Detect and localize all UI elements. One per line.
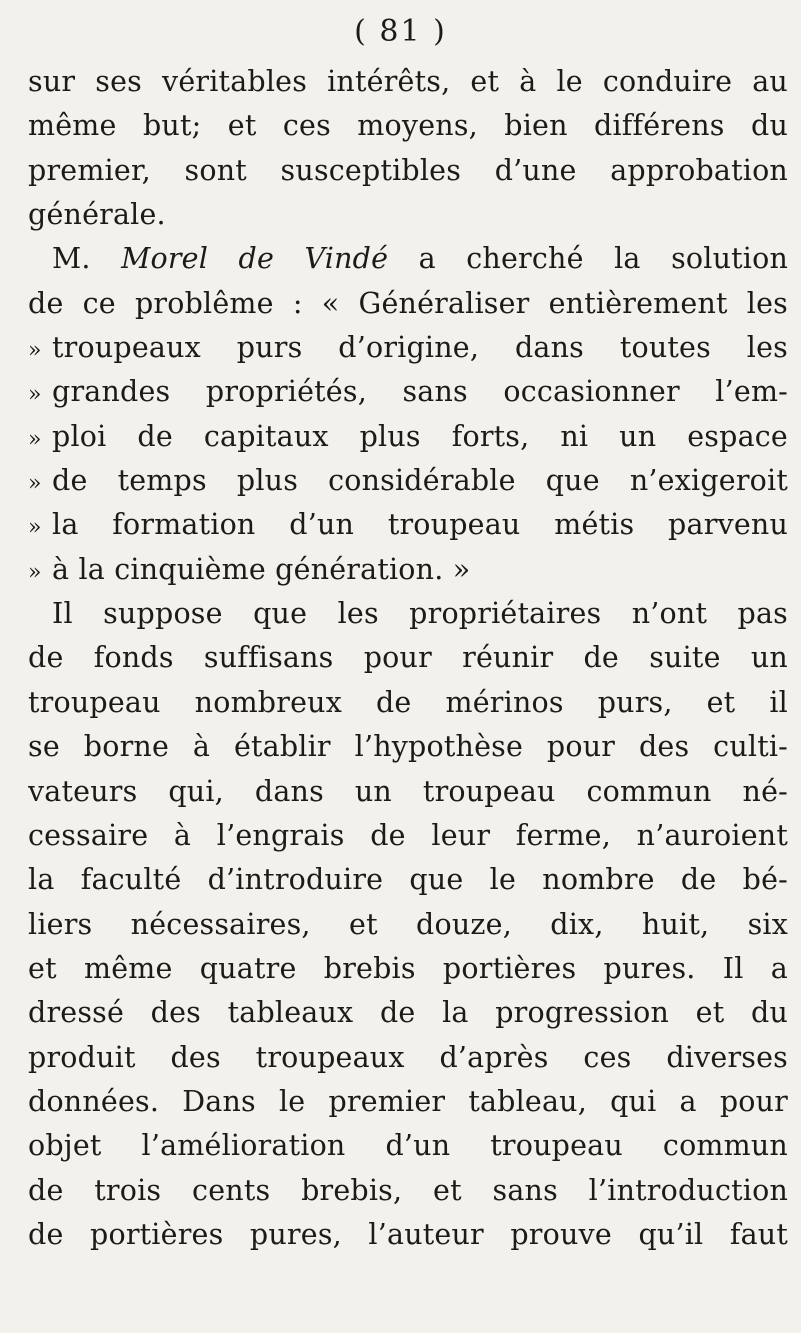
text-line-18: cessaire à l’engrais de leur ferme, n’auroient bbox=[28, 818, 788, 852]
quoted-text: ploi de capitaux plus forts, ni un espace bbox=[52, 419, 788, 453]
text-line-13: Il suppose que les propriétaires n’ont pas bbox=[52, 597, 788, 631]
text-line-17: vateurs qui, dans un troupeau commun né- bbox=[28, 774, 788, 808]
quote-mark: » bbox=[28, 559, 42, 585]
quote-mark: » bbox=[28, 338, 42, 364]
body-text bbox=[28, 60, 788, 1257]
text-line-1: sur ses véritables intérêts, et à le conduire au bbox=[28, 65, 788, 98]
text-line-10 bbox=[28, 459, 788, 503]
text-line-5 bbox=[28, 237, 788, 281]
quote-mark: » bbox=[28, 471, 42, 497]
text-line-19: la faculté d’introduire que le nombre de bé- bbox=[28, 863, 788, 897]
text-line-24: données. Dans le premier tableau, qui a pour bbox=[28, 1084, 788, 1118]
text-line-26: de trois cents brebis, et sans l’introduction bbox=[28, 1173, 788, 1207]
text-line-25: objet l’amélioration d’un troupeau commun bbox=[28, 1129, 788, 1163]
quote-mark: » bbox=[28, 426, 42, 452]
text-line-11 bbox=[28, 503, 788, 547]
page-number: ( 81 ) bbox=[354, 14, 447, 49]
text-line-15: troupeau nombreux de mérinos purs, et il bbox=[28, 685, 788, 719]
text-line-6: de ce problême : « Généraliser entièrement les bbox=[28, 286, 788, 320]
text-line-12 bbox=[28, 548, 788, 592]
quote-mark: » bbox=[28, 382, 42, 408]
text-line-7 bbox=[28, 326, 788, 370]
text-segment-rest: a cherché la solution bbox=[388, 242, 788, 276]
quoted-text: la formation d’un troupeau métis parvenu bbox=[52, 508, 788, 542]
text-segment-m: M. bbox=[52, 242, 122, 276]
text-line-8 bbox=[28, 370, 788, 414]
quoted-text: de temps plus considérable que n’exigeroit bbox=[52, 464, 788, 498]
text-line-16: se borne à établir l’hypothèse pour des culti- bbox=[28, 730, 788, 764]
text-line-20: liers nécessaires, et douze, dix, huit, six bbox=[28, 907, 788, 941]
quoted-text: grandes propriétés, sans occasionner l’em- bbox=[52, 375, 788, 409]
text-line-14: de fonds suffisans pour réunir de suite un bbox=[28, 641, 788, 675]
text-line-22: dressé des tableaux de la progression et du bbox=[28, 996, 788, 1030]
quote-mark: » bbox=[28, 515, 42, 541]
text-line-21: et même quatre brebis portières pures. Il a bbox=[28, 951, 788, 985]
text-line-2: même but; et ces moyens, bien différens du bbox=[28, 109, 788, 143]
quoted-text: à la cinquième génération. » bbox=[52, 552, 471, 586]
author-name: Morel de Vindé bbox=[121, 242, 389, 276]
text-line-3: premier, sont susceptibles d’une approbation bbox=[28, 153, 788, 187]
text-line-9 bbox=[28, 415, 788, 459]
text-line-27: de portières pures, l’auteur prouve qu’il faut bbox=[28, 1217, 788, 1251]
text-line-4: générale. bbox=[28, 198, 166, 232]
quoted-text: troupeaux purs d’origine, dans toutes les bbox=[52, 331, 788, 365]
text-line-23: produit des troupeaux d’après ces diverses bbox=[28, 1040, 788, 1074]
